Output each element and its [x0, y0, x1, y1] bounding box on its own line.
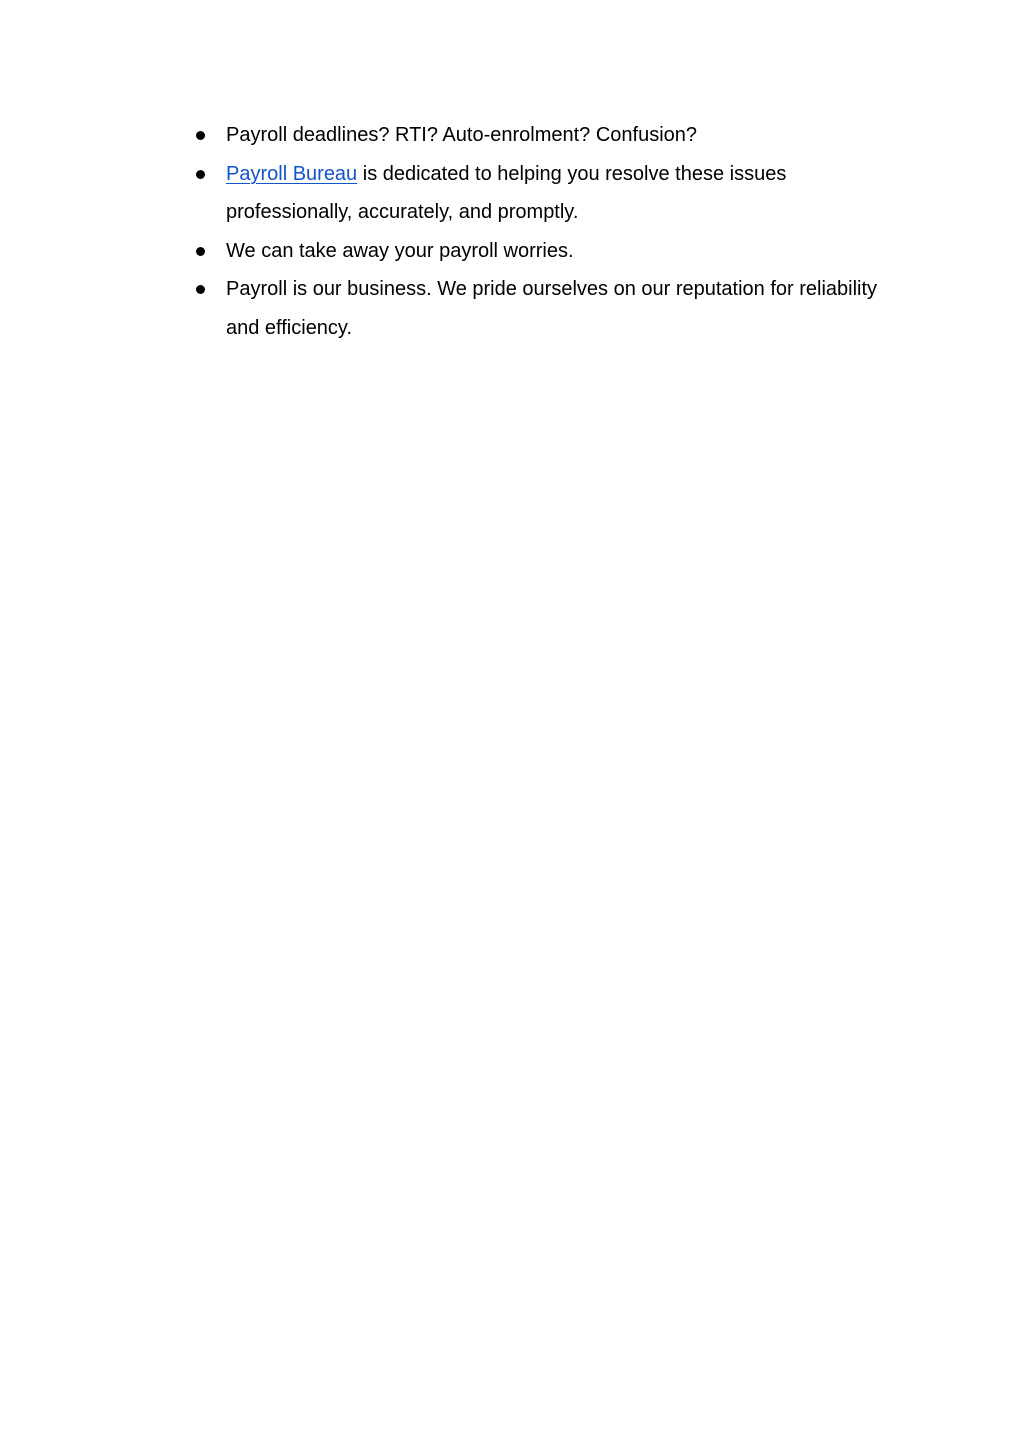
bullet-text: is dedicated to helping you resolve these issues professionally, accurately, and promptly. — [226, 162, 787, 223]
list-item — [190, 116, 910, 155]
list-item — [190, 155, 910, 232]
bullet-text: Payroll is our business. We pride ourselves on our reputation for reliability and efficiency. — [226, 278, 878, 339]
payroll-bureau-link[interactable]: Payroll Bureau — [226, 162, 358, 185]
bullet-icon — [196, 285, 205, 294]
bullet-list — [190, 116, 910, 347]
bullet-icon — [196, 247, 205, 256]
bullet-text: Payroll deadlines? RTI? Auto-enrolment? Confusion? — [226, 124, 698, 146]
bullet-text: We can take away your payroll worries. — [226, 239, 574, 262]
bullet-icon — [196, 131, 205, 140]
list-item — [190, 232, 910, 271]
list-item — [190, 270, 910, 347]
bullet-icon — [196, 170, 205, 179]
